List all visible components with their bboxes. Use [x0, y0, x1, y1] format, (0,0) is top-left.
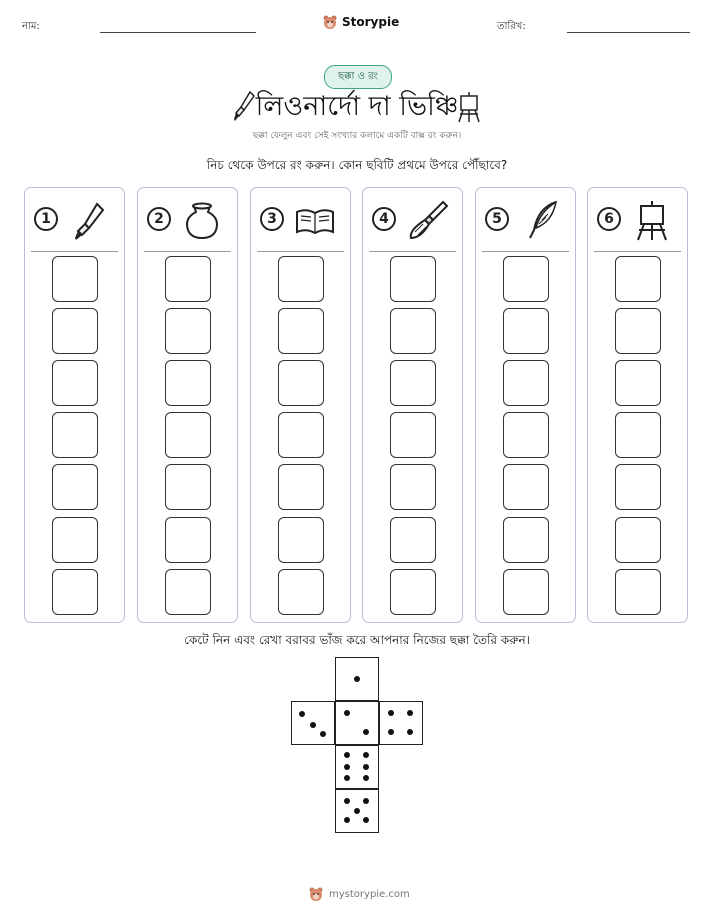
- page-subtitle: ছক্কা ফেলুন এবং সেই সংখ্যার কলামে একটি বাক্স রং করুন।: [252, 131, 462, 141]
- dice-face-5: [335, 789, 379, 833]
- dice-pip: [310, 722, 316, 728]
- color-box[interactable]: [615, 308, 661, 354]
- dice-pip: [363, 764, 369, 770]
- dice-instruction: কেটে নিন এবং রেখা বরাবর ভাঁজ করে আপনার নিজের ছক্কা তৈরি করুন।: [184, 633, 530, 647]
- color-box[interactable]: [165, 256, 211, 302]
- race-column-3: [250, 187, 351, 623]
- storypie-bear-icon: [322, 14, 338, 30]
- column-header: [25, 188, 124, 250]
- dice-face-6: [335, 745, 379, 789]
- dice-pip: [407, 729, 413, 735]
- quill-icon: [518, 198, 562, 242]
- column-header: [363, 188, 462, 250]
- race-column-6: [587, 187, 688, 623]
- dice-pip: [363, 729, 369, 735]
- dice-face-1: [335, 657, 379, 701]
- race-column-5: [475, 187, 576, 623]
- column-divider: [144, 251, 231, 252]
- footer: [308, 886, 410, 902]
- color-box[interactable]: [165, 569, 211, 615]
- dice-pip: [363, 817, 369, 823]
- date-line[interactable]: [567, 32, 690, 33]
- date-label: তারিখ:: [497, 21, 526, 32]
- column-number: 6: [597, 207, 621, 231]
- dice-pip: [388, 729, 394, 735]
- dice-pip: [363, 775, 369, 781]
- column-divider: [31, 251, 118, 252]
- dice-pip: [354, 676, 360, 682]
- color-box[interactable]: [165, 360, 211, 406]
- storypie-bear-icon: [308, 886, 324, 902]
- easel-icon: [630, 198, 674, 242]
- color-box[interactable]: [52, 569, 98, 615]
- color-box[interactable]: [390, 308, 436, 354]
- race-column-4: [362, 187, 463, 623]
- color-box[interactable]: [165, 412, 211, 458]
- open-book-icon: [293, 198, 337, 242]
- color-box[interactable]: [615, 412, 661, 458]
- column-number: 2: [147, 207, 171, 231]
- column-number: 1: [34, 207, 58, 231]
- color-box[interactable]: [278, 256, 324, 302]
- race-instruction: নিচ থেকে উপরে রং করুন। কোন ছবিটি প্রথমে উপরে পৌঁছাবে?: [206, 158, 508, 172]
- column-divider: [482, 251, 569, 252]
- color-box[interactable]: [615, 360, 661, 406]
- color-box[interactable]: [390, 360, 436, 406]
- color-box[interactable]: [278, 517, 324, 563]
- color-box[interactable]: [503, 360, 549, 406]
- column-divider: [369, 251, 456, 252]
- dice-pip: [407, 710, 413, 716]
- color-box[interactable]: [503, 256, 549, 302]
- color-box[interactable]: [615, 256, 661, 302]
- color-box[interactable]: [165, 464, 211, 510]
- color-box[interactable]: [278, 360, 324, 406]
- column-header: [138, 188, 237, 250]
- dice-pip: [354, 808, 360, 814]
- color-box[interactable]: [503, 569, 549, 615]
- dice-pip: [363, 752, 369, 758]
- column-number: 4: [372, 207, 396, 231]
- race-column-1: [24, 187, 125, 623]
- brand-logo: [322, 14, 399, 30]
- color-box[interactable]: [615, 569, 661, 615]
- dice-pip: [388, 710, 394, 716]
- color-box[interactable]: [503, 464, 549, 510]
- dice-pip: [320, 731, 326, 737]
- color-box[interactable]: [52, 256, 98, 302]
- color-box[interactable]: [390, 517, 436, 563]
- name-label: নাম:: [22, 21, 40, 32]
- dice-face-3: [291, 701, 335, 745]
- footer-url[interactable]: mystorypie.com: [329, 888, 410, 900]
- color-box[interactable]: [278, 464, 324, 510]
- color-box[interactable]: [503, 308, 549, 354]
- dice-face-2: [335, 701, 379, 745]
- color-box[interactable]: [390, 256, 436, 302]
- column-divider: [594, 251, 681, 252]
- column-number: 5: [485, 207, 509, 231]
- dice-pip: [299, 711, 305, 717]
- dice-pip: [344, 710, 350, 716]
- easel-icon: [455, 90, 483, 124]
- paintbrush-icon: [67, 198, 111, 242]
- color-box[interactable]: [278, 308, 324, 354]
- color-box[interactable]: [390, 464, 436, 510]
- color-box[interactable]: [165, 308, 211, 354]
- column-header: [476, 188, 575, 250]
- activity-badge: ছক্কা ও রং: [324, 65, 392, 89]
- color-box[interactable]: [615, 517, 661, 563]
- dice-pip: [344, 817, 350, 823]
- color-box[interactable]: [390, 412, 436, 458]
- wide-brush-icon: [405, 198, 449, 242]
- color-box[interactable]: [52, 308, 98, 354]
- color-box[interactable]: [278, 569, 324, 615]
- column-header: [251, 188, 350, 250]
- dice-pip: [344, 798, 350, 804]
- page-title: লিওনার্দো দা ভিঞ্চি: [255, 91, 459, 122]
- dice-pip: [363, 798, 369, 804]
- color-box[interactable]: [52, 360, 98, 406]
- column-number: 3: [260, 207, 284, 231]
- race-column-2: [137, 187, 238, 623]
- color-box[interactable]: [503, 517, 549, 563]
- color-box[interactable]: [278, 412, 324, 458]
- color-box[interactable]: [52, 412, 98, 458]
- color-box[interactable]: [52, 517, 98, 563]
- column-divider: [257, 251, 344, 252]
- color-box[interactable]: [503, 412, 549, 458]
- color-box[interactable]: [52, 464, 98, 510]
- brand-name: Storypie: [342, 15, 400, 29]
- dice-pip: [344, 752, 350, 758]
- dice-pip: [344, 764, 350, 770]
- color-box[interactable]: [615, 464, 661, 510]
- pot-icon: [180, 198, 224, 242]
- name-line[interactable]: [100, 32, 256, 33]
- color-box[interactable]: [390, 569, 436, 615]
- dice-pip: [344, 775, 350, 781]
- dice-face-4: [379, 701, 423, 745]
- color-box[interactable]: [165, 517, 211, 563]
- column-header: [588, 188, 687, 250]
